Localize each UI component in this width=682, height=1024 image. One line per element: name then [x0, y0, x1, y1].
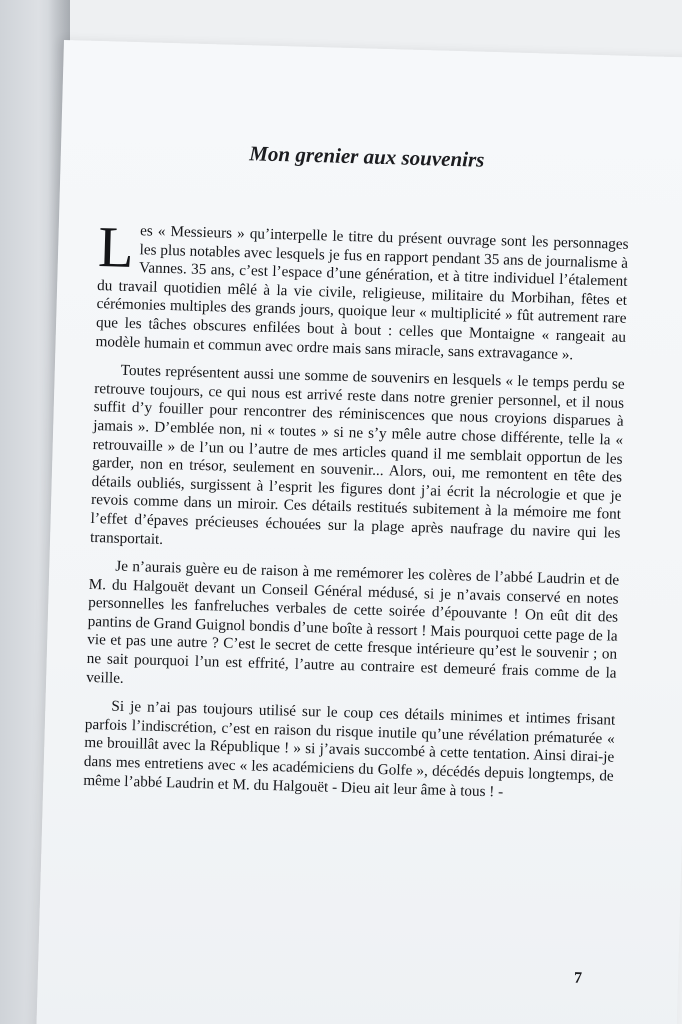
- body-text: [83, 214, 629, 815]
- chapter-title: Mon grenier aux souvenirs: [248, 141, 485, 172]
- paragraph-2: Toutes représentent aussi une somme de souvenirs en lesquels « le temps perdu se retrouve toujours, ce qui nous est arrivé reste dans notre grenier personnel, et il nous suffit d’y fouiller pour rencontrer des réminiscences que nous croyions disparues à jamais ». D’emblée non, ni « toutes » si ne s’y mêle autre chose différente, telle la « retrouvaille » de l’un ou l’autre de mes articles quand il me semblait opportun de les garder, non en trésor, seulement en souvenir... Alors, oui, me remontent en tête des détails oubliés, surgissent à l’esprit les figures dont j’ai écrit la nécrologie et que je revois comme dans un miroir. Ces détails restitués subitement à la mémoire me font l’effet d’épaves précieuses échouées sur la plage après naufrage du navire qui les transportait.: [89, 361, 625, 548]
- paragraph-1-text: es « Messieurs » qu’interpelle le titre du présent ouvrage sont les personnages les plus notables avec lesquels je fus en rapport pendant 35 ans de journalisme à Vannes. 35 ans, c’est l’espace d’une génération, et à titre individuel l’étalement du travail quotidien mêlé à la vie civile, religieuse, militaire du Morbihan, fêtes et cérémonies multiples des grands jours, quoique leur « multiplicité » fût autrement rare que les tâches obscures enfilées bout à bout : celles que Montaigne « rangeait au modèle humain et commun avec ordre mais sans miracle, sans extravagance ».: [95, 222, 629, 363]
- drop-cap: L: [97, 214, 135, 281]
- paragraph-3: Je n’aurais guère eu de raison à me remémorer les colères de l’abbé Laudrin et de M. du Halgouët devant un Conseil Général médusé, si je n’avais conservé en notes personnelles les fanfreluches verbales de cette soirée d’épouvante ! On eût dit des pantins de Grand Guignol bondis d’une boîte à ressort ! Mais pourquoi cette page de la vie et pas une autre ? C’est le secret de cette fresque intérieure qu’est le souvenir ; on ne sait pourquoi l’un est effrité, l’autre au contraire est demeuré frais comme de la veille.: [85, 557, 620, 687]
- paragraph-4: Si je n’ai pas toujours utilisé sur le coup ces détails minimes et intimes frisant parfois l’indiscrétion, c’est en raison du risque inutile qu’une révélation prématurée « me brouillât avec la République ! » si j’avais succombé à cette tentation. Ainsi dirai-je dans mes entretiens avec « les académiciens du Golfe », décédés depuis longtemps, de même l’abbé Laudrin et M. du Halgouët - Dieu ait leur âme à tous ! -: [83, 697, 616, 801]
- paragraph-1: [95, 214, 629, 366]
- page-number: 7: [573, 969, 583, 987]
- book-page: [36, 40, 682, 1024]
